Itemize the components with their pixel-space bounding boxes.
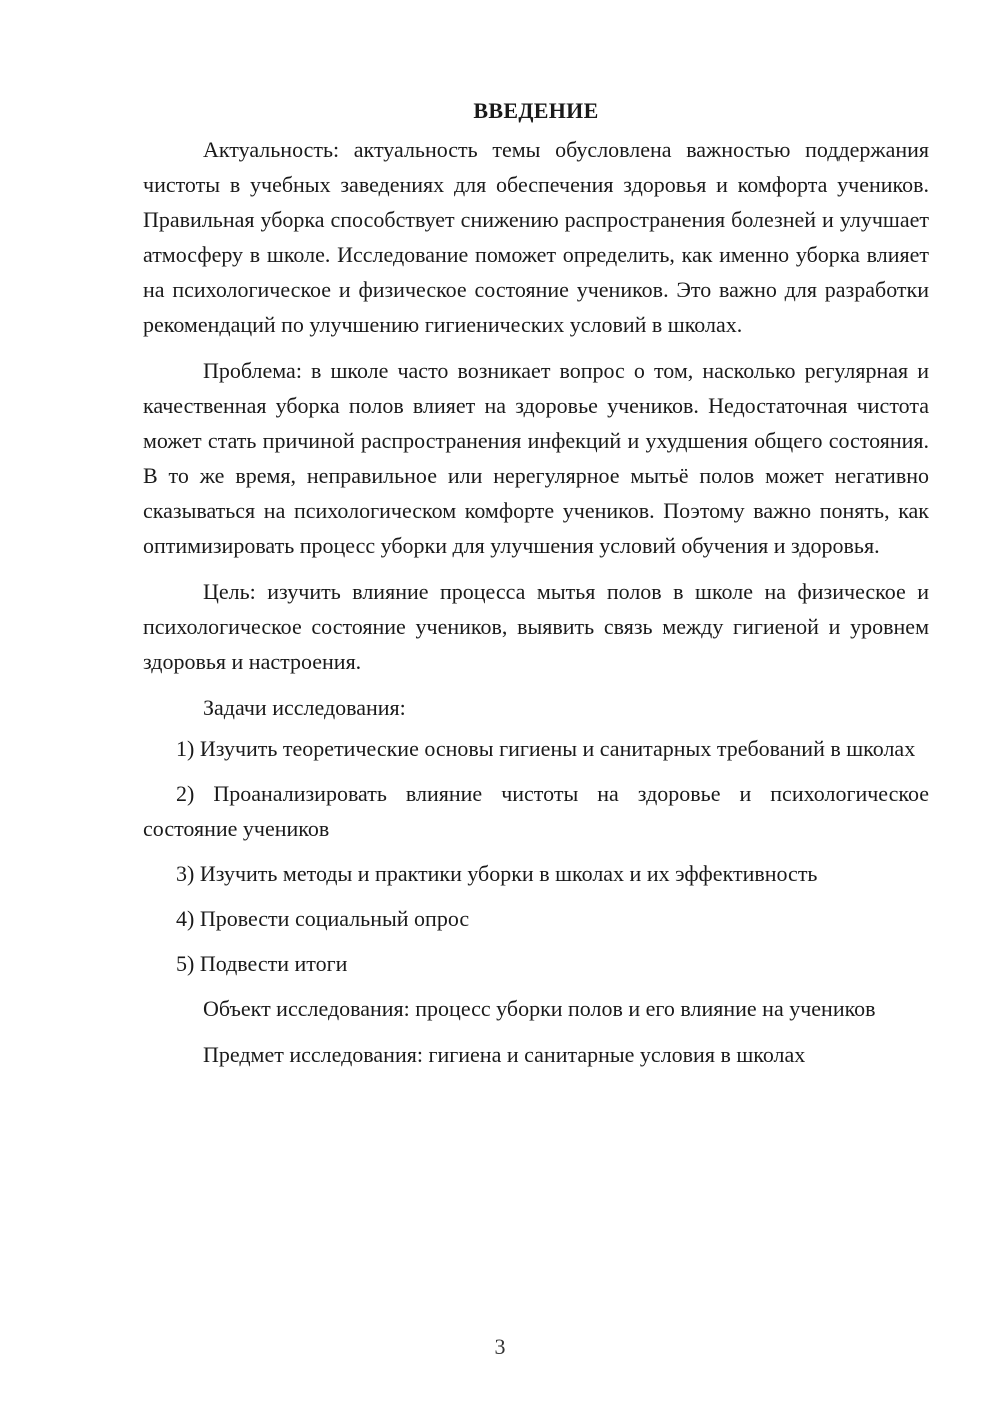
paragraph-relevance: Актуальность: актуальность темы обусловлена важностью поддержания чистоты в учебных заведениях для обеспечения здоровья и комфорта учеников. Правильная уборка способствует снижению распространения болезней и улучшает атмосферу в школе. Исследование поможет определить, как именно уборка влияет на психологическое и физическое состояние учеников. Это важно для разработки рекомендаций по улучшению гигиенических условий в школах. bbox=[143, 137, 929, 337]
paragraph-problem: Проблема: в школе часто возникает вопрос о том, насколько регулярная и качественная уборка полов влияет на здоровье учеников. Недостаточная чистота может стать причиной распространения инфекций и ухудшения общего состояния. В то же время, неправильное или нерегулярное мытьё полов может негативно сказываться на психологическом комфорте учеников. Поэтому важно понять, как оптимизировать процесс уборки для улучшения условий обучения и здоровья. bbox=[143, 358, 929, 558]
list-item: 2) Проанализировать влияние чистоты на здоровье и психологическое состояние учеников bbox=[143, 781, 929, 841]
tasks-title: Задачи исследования: bbox=[203, 695, 406, 720]
list-item: 5) Подвести итоги bbox=[176, 951, 348, 976]
paragraph-object: Объект исследования: процесс уборки полов и его влияние на учеников bbox=[203, 996, 876, 1021]
page-number: 3 bbox=[494, 1334, 506, 1359]
paragraph-subject: Предмет исследования: гигиена и санитарные условия в школах bbox=[203, 1042, 806, 1067]
section-heading: ВВЕДЕНИЕ bbox=[473, 98, 599, 123]
paragraph-goal: Цель: изучить влияние процесса мытья полов в школе на физическое и психологическое состояние учеников, выявить связь между гигиеной и уровнем здоровья и настроения. bbox=[143, 579, 929, 674]
tasks-list bbox=[143, 731, 929, 981]
list-item: 3) Изучить методы и практики уборки в школах и их эффективность bbox=[176, 861, 818, 886]
list-item: 1) Изучить теоретические основы гигиены и санитарных требований в школах bbox=[176, 736, 916, 761]
list-item: 4) Провести социальный опрос bbox=[176, 906, 470, 931]
document-page bbox=[143, 93, 929, 1083]
